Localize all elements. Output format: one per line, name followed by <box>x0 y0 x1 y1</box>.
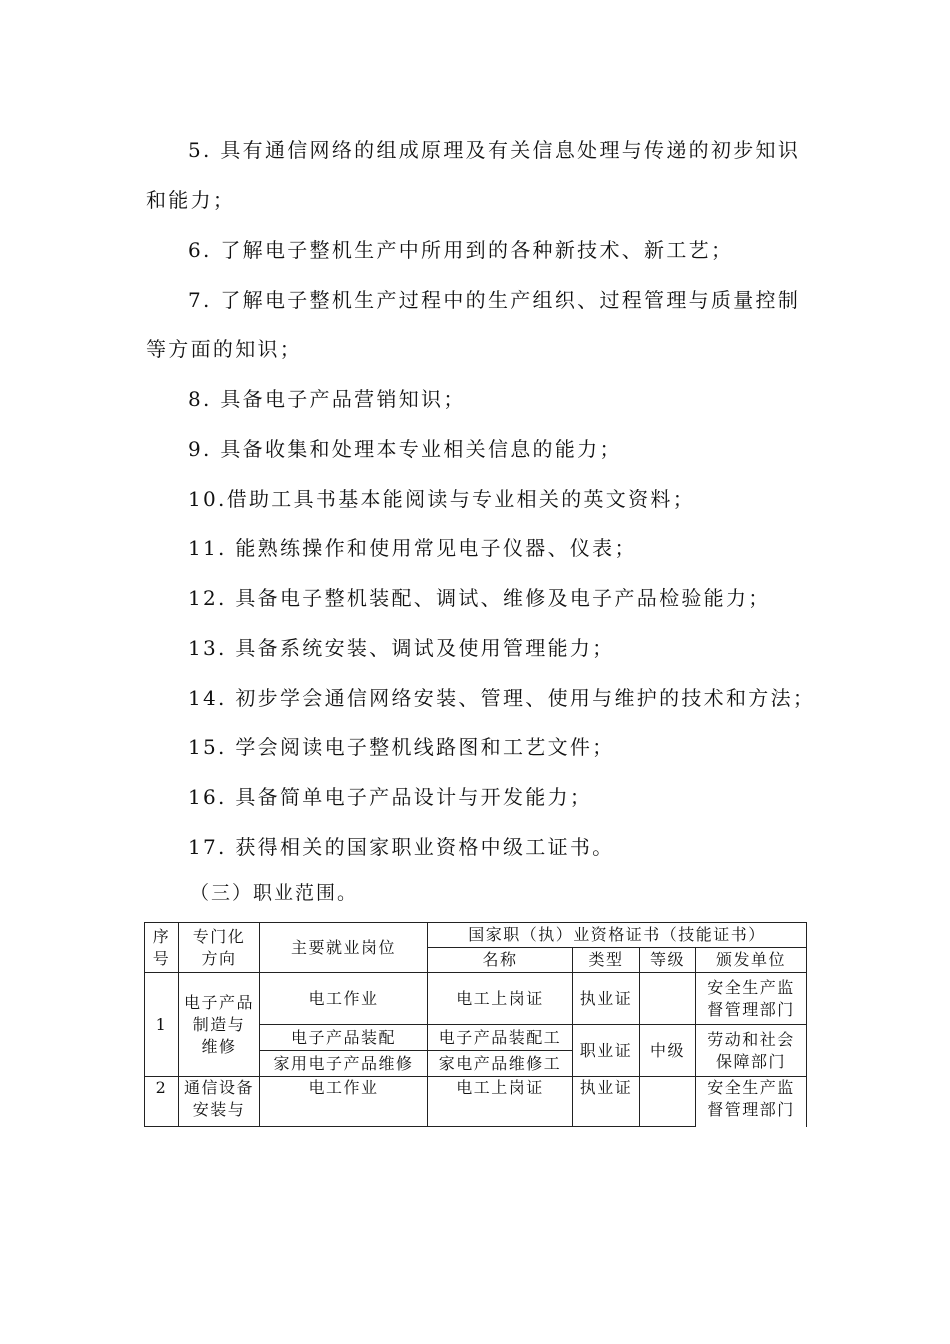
section-heading: （三）职业范围。 <box>190 882 359 904</box>
row-cert-type: 执业证 <box>573 1077 640 1127</box>
row-cert-name: 电工上岗证 <box>428 973 573 1025</box>
row-cert-level: 中级 <box>640 1025 696 1077</box>
row-cert-issuer: 安全生产监 督管理部门 <box>696 1077 807 1127</box>
row-cert-type: 职业证 <box>573 1025 640 1077</box>
paragraph-line: 和能力； <box>146 188 236 212</box>
paragraph-line: 9. 具备收集和处理本专业相关信息的能力； <box>188 437 622 461</box>
row-post: 家用电子产品维修 <box>260 1051 428 1077</box>
paragraph-line: 15. 学会阅读电子整机线路图和工艺文件； <box>188 735 615 759</box>
header-direction: 专门化 方向 <box>179 923 260 973</box>
header-cert-group: 国家职（执）业资格证书（技能证书） <box>428 923 807 948</box>
header-post: 主要就业岗位 <box>260 923 428 973</box>
row-post: 电工作业 <box>260 1077 428 1127</box>
paragraph-line: 11. 能熟练操作和使用常见电子仪器、仪表； <box>188 536 637 560</box>
row-direction: 电子产品 制造与 维修 <box>179 973 260 1077</box>
row-cert-level <box>640 973 696 1025</box>
paragraph-line: 10.借助工具书基本能阅读与专业相关的英文资料； <box>188 487 696 511</box>
paragraph-line: 8. 具备电子产品营销知识； <box>188 387 466 411</box>
row-cert-level <box>640 1077 696 1127</box>
row-seq: 2 <box>145 1077 179 1127</box>
row-cert-name: 电子产品装配工 <box>428 1025 573 1051</box>
header-issuer: 颁发单位 <box>696 948 807 973</box>
row-post: 电工作业 <box>260 973 428 1025</box>
paragraph-line: 7. 了解电子整机生产过程中的生产组织、过程管理与质量控制 <box>188 288 801 312</box>
row-post: 电子产品装配 <box>260 1025 428 1051</box>
paragraph-line: 等方面的知识； <box>146 337 303 361</box>
row-cert-name: 家电产品维修工 <box>428 1051 573 1077</box>
paragraph-line: 6. 了解电子整机生产中所用到的各种新技术、新工艺； <box>188 238 734 262</box>
row-direction: 通信设备 安装与 <box>179 1077 260 1127</box>
header-seq: 序 号 <box>145 923 179 973</box>
row-cert-issuer: 劳动和社会 保障部门 <box>696 1025 807 1077</box>
paragraph-line: 5. 具有通信网络的组成原理及有关信息处理与传递的初步知识 <box>188 138 801 162</box>
header-level: 等级 <box>640 948 696 973</box>
row-cert-type: 执业证 <box>573 973 640 1025</box>
paragraph-line: 13. 具备系统安装、调试及使用管理能力； <box>188 636 615 660</box>
row-seq: 1 <box>145 973 179 1077</box>
paragraph-line: 17. 获得相关的国家职业资格中级工证书。 <box>188 835 615 859</box>
occupation-scope-table <box>144 922 807 1127</box>
paragraph-line: 14. 初步学会通信网络安装、管理、使用与维护的技术和方法； <box>188 686 816 710</box>
row-cert-name: 电工上岗证 <box>428 1077 573 1127</box>
paragraph-line: 16. 具备简单电子产品设计与开发能力； <box>188 785 593 809</box>
paragraph-line: 12. 具备电子整机装配、调试、维修及电子产品检验能力； <box>188 586 771 610</box>
header-type: 类型 <box>573 948 640 973</box>
row-cert-issuer: 安全生产监 督管理部门 <box>696 973 807 1025</box>
header-name: 名称 <box>428 948 573 973</box>
